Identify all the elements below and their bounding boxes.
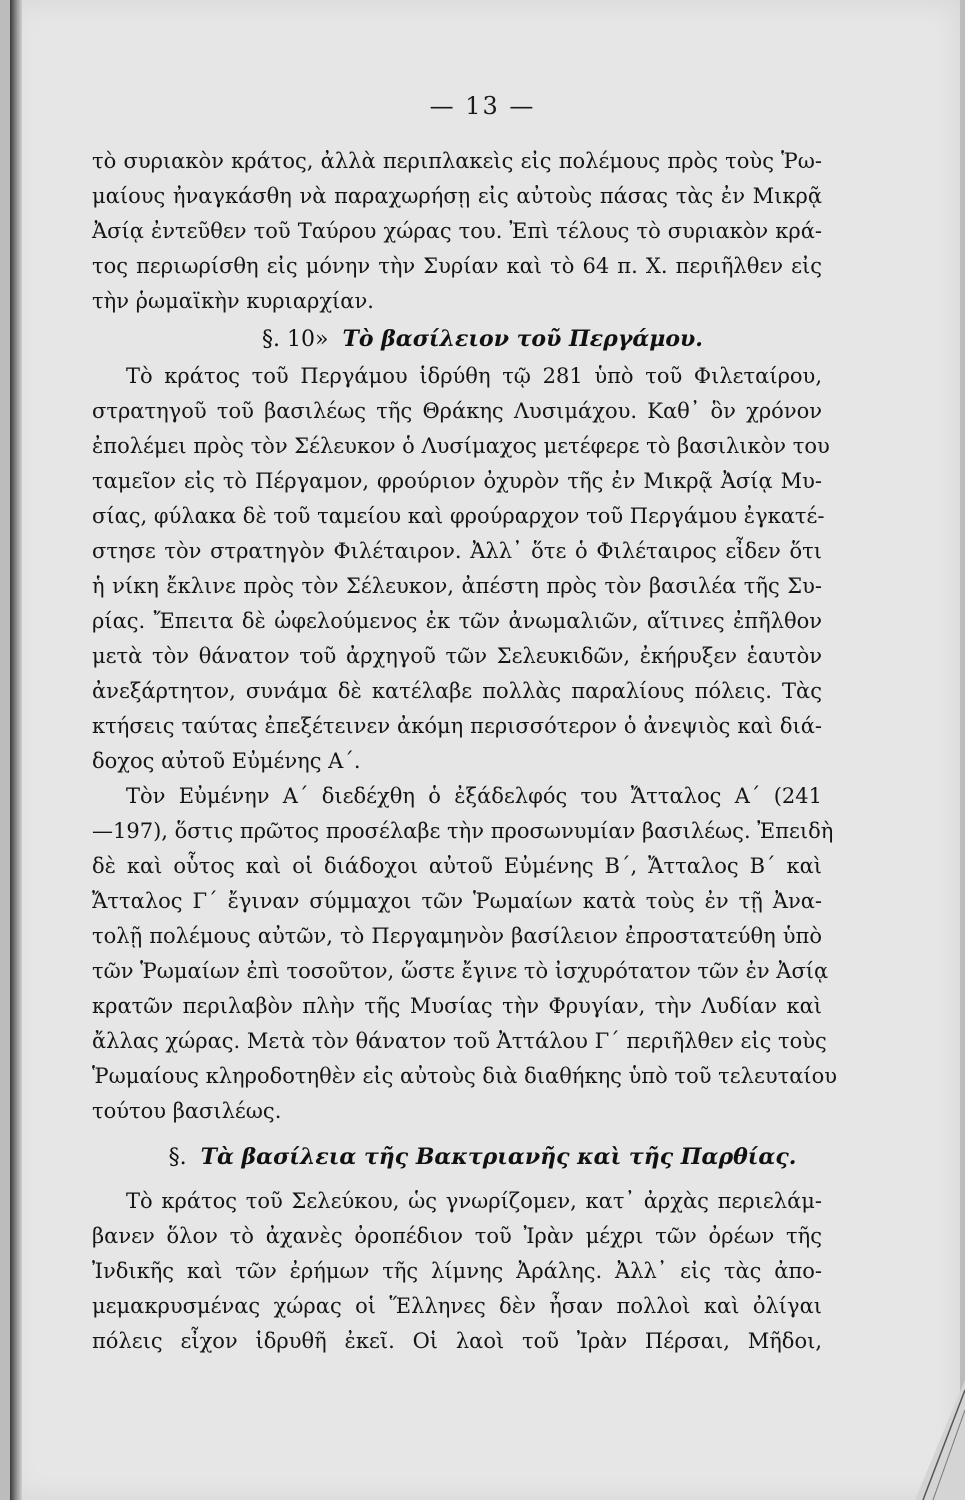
text-line: Ἰνδικῆς καὶ τῶν ἐρήμων τῆς λίμνης Ἀράλης. Ἀλλ᾽ εἰς τὰς ἀπο- (92, 1259, 822, 1283)
text-line: ἡ νίκη ἔκλινε πρὸς τὸν Σέλευκον, ἀπέστη πρὸς τὸν βασιλέα τῆς Συ- (92, 574, 822, 598)
section-number: §. 10» (262, 327, 329, 352)
text-line: ἀνεξάρτητον, συνάμα δὲ κατέλαβε πολλὰς παραλίους πόλεις. Τὰς (92, 679, 822, 703)
text-line: βανεν ὅλον τὸ ἀχανὲς ὀροπέδιον τοῦ Ἰρὰν μέχρι τῶν ὀρέων τῆς (92, 1224, 822, 1248)
page-binding-edge (10, 0, 22, 1500)
text-line: μαίους ἠναγκάσθη νὰ παραχωρήσῃ εἰς αὐτοὺς πάσας τὰς ἐν Μικρᾷ (92, 184, 822, 208)
text-line: Τὸ κράτος τοῦ Σελεύκου, ὡς γνωρίζομεν, κατ᾽ ἀρχὰς περιελάμ- (126, 1189, 822, 1213)
section-heading (0, 324, 965, 355)
section-heading (0, 1142, 965, 1173)
text-line: Ἄτταλος Γ΄ ἔγιναν σύμμαχοι τῶν Ῥωμαίων κατὰ τοὺς ἐν τῇ Ἀνα- (92, 889, 822, 913)
text-line: τούτου βασιλέως. (92, 1099, 282, 1123)
text-line: τὸ συριακὸν κράτος, ἀλλὰ περιπλακεὶς εἰς πολέμους πρὸς τοὺς Ῥω- (92, 149, 822, 173)
text-line: Ἀσίᾳ ἐντεῦθεν τοῦ Ταύρου χώρας του. Ἐπὶ τέλους τὸ συριακὸν κρά- (92, 219, 822, 243)
text-line: τὴν ῥωμαϊκὴν κυριαρχίαν. (92, 289, 374, 313)
text-line: σίας, φύλακα δὲ τοῦ ταμείου καὶ φρούραρχον τοῦ Περγάμου ἐγκατέ- (92, 504, 825, 528)
text-line: ρίας. Ἔπειτα δὲ ὠφελούμενος ἐκ τῶν ἀνωμαλιῶν, αἵτινες ἐπῆλθον (92, 609, 822, 633)
text-line: μετὰ τὸν θάνατον τοῦ ἀρχηγοῦ τῶν Σελευκιδῶν, ἐκήρυξεν ἑαυτὸν (92, 644, 822, 668)
text-line: τολῇ πολέμους αὐτῶν, τὸ Περγαμηνὸν βασίλειον ἐπροστατεύθη ὑπὸ (92, 924, 822, 948)
section-title: Τὸ βασίλειον τοῦ Περγάμου. (342, 326, 703, 352)
text-line: μεμακρυσμένας χώρας οἱ Ἕλληνες δὲν ἦσαν πολλοὶ καὶ ὀλίγαι (92, 1294, 822, 1318)
section-number: §. (168, 1145, 187, 1170)
text-line: κτήσεις ταύτας ἐπεξέτεινεν ἀκόμη περισσότερον ὁ ἀνεψιὸς καὶ διά- (92, 714, 822, 738)
text-line: Ῥωμαίους κληροδοτηθὲν εἰς αὐτοὺς διὰ διαθήκης ὑπὸ τοῦ τελευταίου (92, 1064, 838, 1088)
page-corner-fold (905, 1380, 965, 1500)
text-line: δοχος αὐτοῦ Εὐμένης Α΄. (92, 749, 361, 773)
text-line: κρατῶν περιλαβὸν πλὴν τῆς Μυσίας τὴν Φρυγίαν, τὴν Λυδίαν καὶ (92, 994, 822, 1018)
text-line: ἄλλας χώρας. Μετὰ τὸν θάνατον τοῦ Ἀττάλου Γ΄ περιῆλθεν εἰς τοὺς (92, 1029, 827, 1053)
text-line: δὲ καὶ οὗτος καὶ οἱ διάδοχοι αὐτοῦ Εὐμένης Β΄, Ἄτταλος Β΄ καὶ (92, 854, 822, 878)
page-number: — 13 — (429, 92, 536, 120)
text-line: —197), ὅστις πρῶτος προσέλαβε τὴν προσωνυμίαν βασιλέως. Ἐπειδὴ (92, 819, 834, 843)
text-line: πόλεις εἶχον ἱδρυθῆ ἐκεῖ. Οἱ λαοὶ τοῦ Ἰρὰν Πέρσαι, Μῆδοι, (92, 1329, 822, 1353)
text-line: στησε τὸν στρατηγὸν Φιλέταιρον. Ἀλλ᾽ ὅτε ὁ Φιλέταιρος εἶδεν ὅτι (92, 539, 822, 563)
text-line: τῶν Ῥωμαίων ἐπὶ τοσοῦτον, ὥστε ἔγινε τὸ ἰσχυρότατον τῶν ἐν Ἀσίᾳ (92, 959, 829, 983)
text-line: Τὸν Εὐμένην Α΄ διεδέχθη ὁ ἐξάδελφός του Ἄτταλος Α΄ (241 (126, 784, 822, 808)
text-line: ἐπολέμει πρὸς τὸν Σέλευκον ὁ Λυσίμαχος μετέφερε τὸ βασιλικὸν του (92, 434, 830, 458)
text-line: Τὸ κράτος τοῦ Περγάμου ἱδρύθη τῷ 281 ὑπὸ τοῦ Φιλεταίρου, (126, 364, 822, 388)
text-line: τος περιωρίσθη εἰς μόνην τὴν Συρίαν καὶ τὸ 64 π. Χ. περιῆλθεν εἰς (92, 254, 822, 278)
section-title: Τὰ βασίλεια τῆς Βακτριανῆς καὶ τῆς Παρθίας. (200, 1144, 797, 1170)
text-line: ταμεῖον εἰς τὸ Πέργαμον, φρούριον ὀχυρὸν τῆς ἐν Μικρᾷ Ἀσίᾳ Μυ- (92, 469, 822, 493)
text-line: στρατηγοῦ τοῦ βασιλέως τῆς Θράκης Λυσιμάχου. Καθ᾽ ὃν χρόνον (92, 399, 822, 423)
